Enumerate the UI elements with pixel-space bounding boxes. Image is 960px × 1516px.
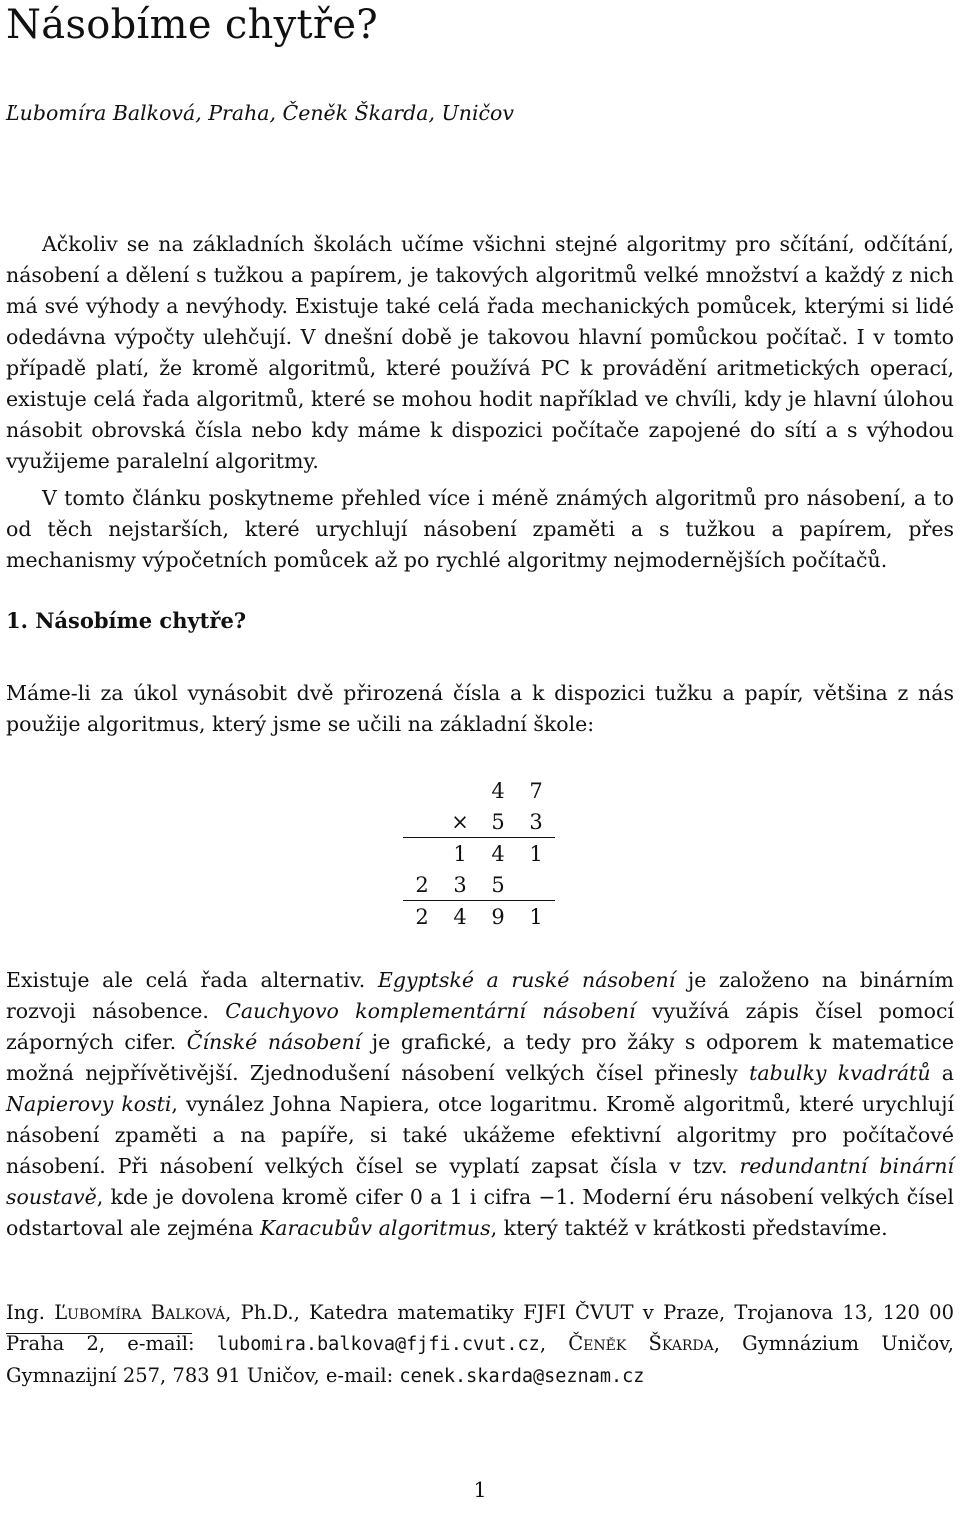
multiplicand-row [403,775,555,806]
digit-cell: 1 [517,901,555,933]
email-link-2[interactable]: cenek.skarda@seznam.cz [399,1366,645,1387]
intro-paragraph-1: Ačkoliv se na základních školách učíme všichni stejné algoritmy pro sčítání, odčítání, násobení a dělení s tužkou a papírem, je takových algoritmů velké množství a každý z nich má své výhody a nevýhody. Existuje také celá řada mechanických pomůcek, kterými si lidé odedávna výpočty ulehčují. V dnešní době je takovou hlavní pomůckou počítač. I v tomto případě platí, že kromě algoritmů, které používá PC k provádění aritmetických operací, existuje celá řada algoritmů, které se mohou hodit například ve chvíli, kdy je hlavní úlohou násobit obrovská čísla nebo kdy máme k dispozici počítače zapojené do sítí a s výhodou využijeme paralelní algoritmy. [6,232,954,473]
emphasis-redundant-binary: redundantní binární soustavě [6,1154,954,1209]
digit-cell: 4 [479,838,517,870]
text-run: , kde je dovolena kromě cifer 0 a 1 i cifra −1. Moderní éru násobení velkých čísel odstartoval ale zejména [6,1185,954,1240]
emphasis-cauchy: Cauchyovo komplementární násobení [225,999,636,1023]
product-row [403,901,555,933]
digit-cell: 1 [517,838,555,870]
emphasis-chinese: Čínské násobení [186,1030,362,1054]
authors-line: Ľubomíra Balková, Praha, Čeněk Škarda, Uničov [6,101,514,125]
digit-cell [403,775,441,806]
digit-cell [403,838,441,870]
intro-paragraph-2: V tomto článku poskytneme přehled více i méně známých algoritmů pro násobení, a to od těch nejstarších, které urychlují násobení zpaměti a s tužkou a papírem, přes mechanismy výpočetních pomůcek až po rychlé algoritmy nejmodernějších počítačů. [6,486,954,572]
emphasis-karatsuba: Karacubův algoritmus [259,1216,491,1240]
email-link-1[interactable]: lubomira.balkova@fjfi.cvut.cz [216,1334,540,1355]
author-footnote [6,1297,954,1392]
text-run: , Gymnázium Uničov, Gymnazijní 257, 783 91 Uničov, e-mail: [6,1332,955,1387]
text-run: využívá zápis čísel pomocí záporných cifer. [6,999,954,1054]
page-number: 1 [473,1478,487,1502]
emphasis-egyptian-russian: Egyptské a ruské násobení [377,968,676,992]
emphasis-napier-bones: Napierovy kosti [6,1092,172,1116]
multiplication-example [403,775,555,932]
text-run: Ing. [6,1301,55,1324]
times-sign: × [451,809,469,834]
text-run: Existuje ale celá řada alternativ. [6,968,378,992]
digit-cell: 5 [491,809,505,834]
text-run: , vynález Johna Napiera, otce logaritmu. Kromě algoritmů, které urychlují násobení zpaměti a na papíře, si také ukážeme efektivní algoritmy pro počítačové násobení. Při násobení velkých čísel se vyplatí zapsat čísla v tzv. [6,1092,954,1178]
text-run: , Ph.D., Katedra matematiky FJFI ČVUT v Praze, Trojanova 13, 120 00 Praha 2, e-mail: [6,1301,954,1355]
digit-cell [517,869,555,901]
section-1-paragraph-1: Máme-li za úkol vynásobit dvě přirozená čísla a k dispozici tužku a papír, většina z nás použije algoritmus, který jsme se učili na základní škole: [6,681,954,736]
digit-cell: 3 [529,809,543,834]
digit-cell: 3 [453,872,467,897]
paper-page [6,0,954,1516]
partial-product-row-2 [403,869,555,901]
section-1-paragraph-2 [6,965,954,1244]
article-title: Násobíme chytře? [6,2,379,48]
author-name-1: Ľubomíra Balková [54,1301,226,1324]
digit-cell: 9 [479,901,517,933]
digit-cell: 4 [491,778,505,803]
multiplier-row [403,806,555,838]
digit-cell: 2 [403,901,441,933]
digit-cell: 4 [441,901,479,933]
emphasis-squares-tables: tabulky kvadrátů [749,1061,931,1085]
text-run: je grafické, a tedy pro žáky s odporem k matematice možná nejpřívětivější. Zjednodušení násobení velkých čísel přinesly [6,1030,954,1085]
digit-cell: 2 [415,872,429,897]
digit-cell: 7 [529,778,543,803]
partial-product-row-1 [403,838,555,870]
digit-cell: 5 [491,872,505,897]
text-run: , [539,1332,569,1355]
author-name-2: Čeněk Škarda [568,1332,714,1355]
text-run: a [930,1061,954,1085]
digit-cell [441,775,479,806]
section-heading-1: 1. Násobíme chytře? [6,608,247,633]
digit-cell [403,806,441,838]
digit-cell: 1 [441,838,479,870]
text-run: je založeno na binárním rozvoji násobence. [6,968,954,1023]
text-run: , který taktéž v krátkosti představíme. [490,1216,888,1240]
